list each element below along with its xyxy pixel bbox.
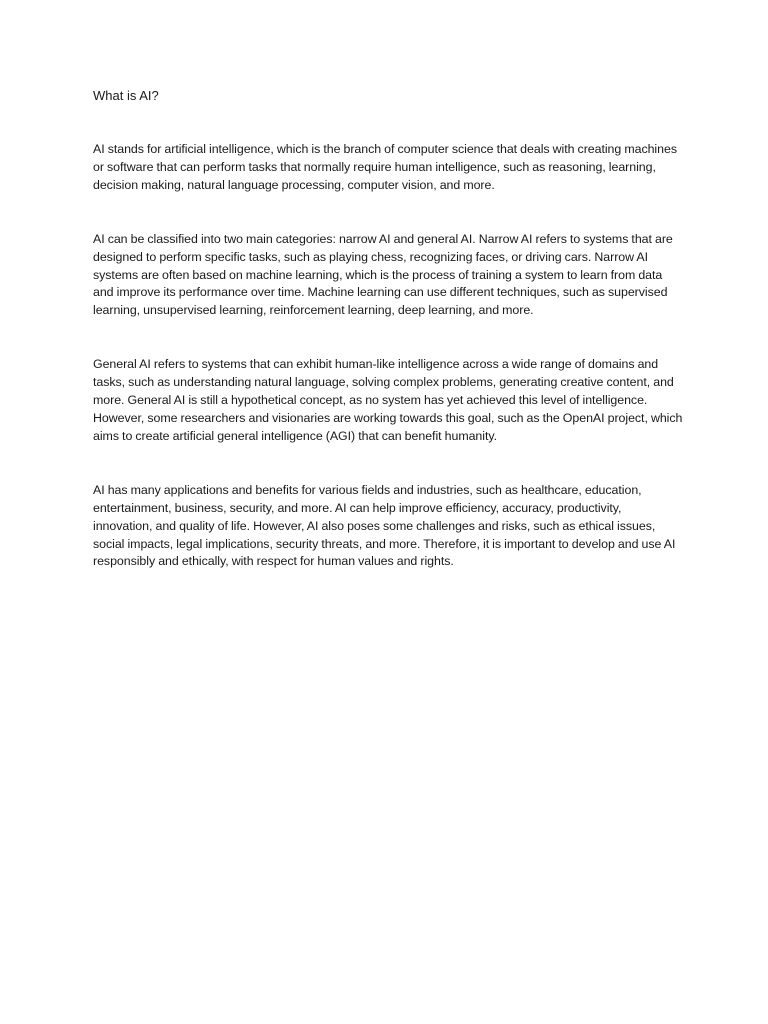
document-title: What is AI?: [93, 88, 159, 103]
paragraph-general-ai: General AI refers to systems that can exhibit human-like intelligence across a wide range of domains and tasks, such as understanding natural language, solving complex problems, generating creative content, and more. General AI is still a hypothetical concept, as no system has yet achieved this level of intelligence. However, some researchers and visionaries are working towards this goal, such as the OpenAI project, which aims to create artificial general intelligence (AGI) that can benefit humanity.: [93, 357, 683, 443]
paragraph-narrow-ai: AI can be classified into two main categories: narrow AI and general AI. Narrow AI refers to systems that are designed to perform specific tasks, such as playing chess, recognizing faces, or driving cars. Narrow AI systems are often based on machine learning, which is the process of training a system to learn from data and improve its performance over time. Machine learning can use different techniques, such as supervised learning, unsupervised learning, reinforcement learning, deep learning, and more.: [93, 231, 673, 318]
paragraph-definition: AI stands for artificial intelligence, which is the branch of computer science that deals with creating machines or software that can perform tasks that normally require human intelligence, such as reasoning, learning, decision making, natural language processing, computer vision, and more.: [93, 142, 677, 192]
paragraph-applications: AI has many applications and benefits for various fields and industries, such as healthcare, education, entertainment, business, security, and more. AI can help improve efficiency, accuracy, productivity, innovation, and quality of life. However, AI also poses some challenges and risks, such as ethical issues, social impacts, legal implications, security threats, and more. Therefore, it is important to develop and use AI responsibly and ethically, with respect for human values and rights.: [93, 482, 676, 569]
